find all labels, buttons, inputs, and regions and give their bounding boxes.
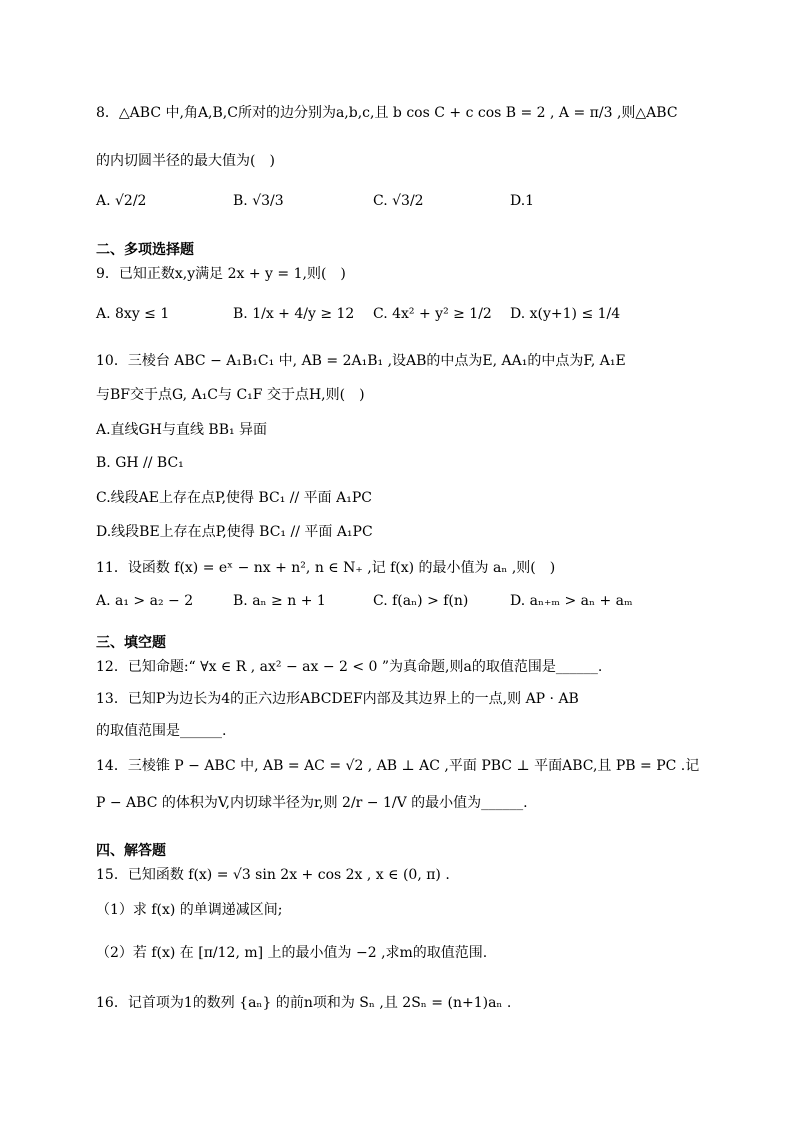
q10-option-c: C.线段AE上存在点P,使得 BC₁ // 平面 A₁PC — [96, 490, 372, 506]
q8-option-d: D.1 — [510, 193, 535, 209]
section-heading-multiple-choice: 二、多项选择题 — [96, 242, 194, 258]
q11-option-a: A. a₁ > a₂ − 2 — [96, 593, 194, 609]
q11-option-c: C. f(aₙ) > f(n) — [373, 593, 469, 609]
q10-stem-line2: 与BF交于点G, A₁C与 C₁F 交于点H,则( ) — [96, 387, 365, 403]
q14-stem-line2: P − ABC 的体积为V,内切球半径为r,则 2/r − 1/V 的最小值为______. — [96, 795, 528, 811]
q8-option-a: A. √2/2 — [96, 193, 147, 209]
q10-option-b: B. GH // BC₁ — [96, 455, 184, 471]
q15-part1: （1）求 f(x) 的单调递减区间; — [96, 902, 283, 918]
q13-stem-line2: 的取值范围是______. — [96, 723, 227, 739]
q14-stem-line1: 14．三棱锥 P − ABC 中, AB = AC = √2 , AB ⊥ AC ,平面 PBC ⊥ 平面ABC,且 PB = PC .记 — [96, 758, 700, 774]
q15-stem: 15．已知函数 f(x) = √3 sin 2x + cos 2x , x ∈ (0, π) . — [96, 867, 450, 883]
section-heading-solutions: 四、解答题 — [96, 843, 166, 859]
q9-stem: 9．已知正数x,y满足 2x + y = 1,则( ) — [96, 266, 346, 282]
q10-stem-line1: 10．三棱台 ABC − A₁B₁C₁ 中, AB = 2A₁B₁ ,设AB的中点为E, AA₁的中点为F, A₁E — [96, 353, 626, 369]
q8-option-c: C. √3/2 — [373, 193, 424, 209]
section-heading-fill-in: 三、填空题 — [96, 635, 166, 651]
q9-option-b: B. 1/x + 4/y ≥ 12 — [233, 306, 355, 322]
q15-part2: （2）若 f(x) 在 [π/12, m] 上的最小值为 −2 ,求m的取值范围. — [96, 945, 488, 961]
q8-option-b: B. √3/3 — [233, 193, 284, 209]
q8-stem-line2: 的内切圆半径的最大值为( ) — [96, 153, 275, 169]
q8-stem-line1: 8．△ABC 中,角A,B,C所对的边分别为a,b,c,且 b cos C + c cos B = 2 , A = π/3 ,则△ABC — [96, 105, 678, 121]
q9-option-a: A. 8xy ≤ 1 — [96, 306, 170, 322]
q11-option-d: D. aₙ₊ₘ > aₙ + aₘ — [510, 593, 633, 609]
q13-stem-line1: 13．已知P为边长为4的正六边形ABCDEF内部及其边界上的一点,则 AP · AB — [96, 691, 579, 707]
q11-stem: 11．设函数 f(x) = eˣ − nx + n², n ∈ N₊ ,记 f(x) 的最小值为 aₙ ,则( ) — [96, 560, 556, 576]
q11-option-b: B. aₙ ≥ n + 1 — [233, 593, 326, 609]
q12-stem: 12．已知命题:“ ∀x ∈ R , ax² − ax − 2 < 0 ”为真命题,则a的取值范围是______. — [96, 659, 603, 675]
q9-option-c: C. 4x² + y² ≥ 1/2 — [373, 306, 492, 322]
q16-stem: 16．记首项为1的数列 {aₙ} 的前n项和为 Sₙ ,且 2Sₙ = (n+1)aₙ . — [96, 995, 512, 1011]
q10-option-a: A.直线GH与直线 BB₁ 异面 — [96, 422, 268, 438]
q9-option-d: D. x(y+1) ≤ 1/4 — [510, 306, 621, 322]
q10-option-d: D.线段BE上存在点P,使得 BC₁ // 平面 A₁PC — [96, 524, 373, 540]
